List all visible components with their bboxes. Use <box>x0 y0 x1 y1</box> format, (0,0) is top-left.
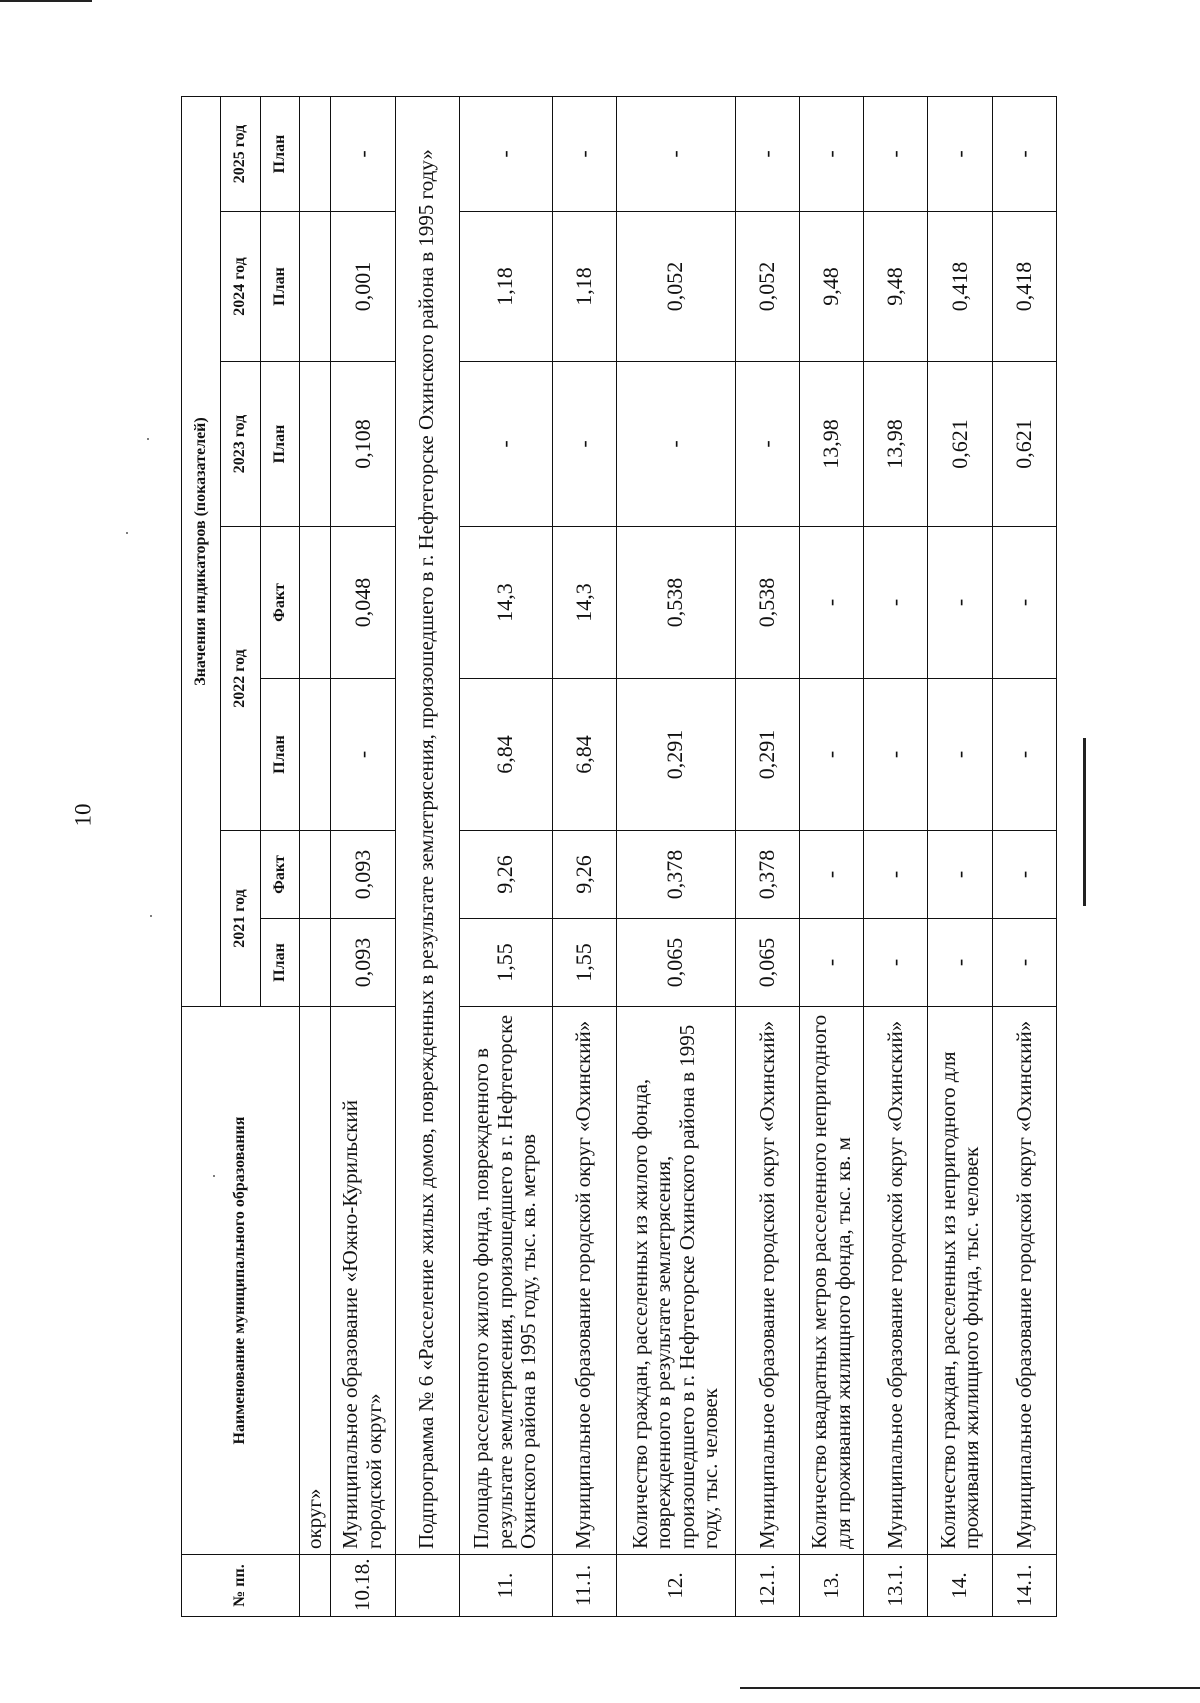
header-year-2022: 2022 год <box>221 527 260 831</box>
row-num: 14. <box>928 1555 992 1617</box>
cell-2021-fact: 9,26 <box>459 831 552 919</box>
table-row <box>735 96 799 1616</box>
row-num: 11. <box>459 1555 552 1617</box>
cell-2022-plan <box>299 679 331 831</box>
cell-2025-plan: - <box>799 96 863 211</box>
header-year-2021: 2021 год <box>221 831 260 1007</box>
table-row <box>459 96 552 1616</box>
cell-2021-plan: 0,065 <box>616 919 735 1007</box>
row-name: Муниципальное образование городской округ «Охинский» <box>864 1007 928 1555</box>
cell-2025-plan: - <box>864 96 928 211</box>
cell-2022-plan: - <box>864 679 928 831</box>
subprogram-title: Подпрограмма № 6 «Расселение жилых домов, поврежденных в результате землетрясения, произошедшего в г. Нефтегорске Охинского района в 1995 году» <box>395 96 459 1554</box>
table-row <box>552 96 616 1616</box>
row-name: Количество граждан, расселенных из жилого фонда, поврежденного в результате землетрясения, произошедшего в г. Нефтегорске Охинского района в 1995 году, тыс. человек <box>616 1007 735 1555</box>
cell-2022-plan: - <box>331 679 395 831</box>
cell-2024-plan: 9,48 <box>864 212 928 362</box>
cell-2021-plan: 1,55 <box>459 919 552 1007</box>
row-name: округ» <box>299 1007 331 1555</box>
scan-speck <box>147 438 149 440</box>
cell-2023-plan: 0,621 <box>928 362 992 527</box>
table-row <box>616 96 735 1616</box>
table-row <box>864 96 928 1616</box>
cell-2021-plan: 1,55 <box>552 919 616 1007</box>
cell-2023-plan: - <box>735 362 799 527</box>
row-num: 10.18. <box>331 1555 395 1617</box>
cell-2022-fact: 14,3 <box>459 527 552 679</box>
header-plan: План <box>260 362 299 527</box>
cell-2023-plan: 13,98 <box>799 362 863 527</box>
header-plan: План <box>260 96 299 211</box>
header-year-2024: 2024 год <box>221 212 260 362</box>
cell-2023-plan: 0,621 <box>992 362 1056 527</box>
cell-2024-plan: 0,052 <box>735 212 799 362</box>
cell-2022-fact: 0,538 <box>735 527 799 679</box>
cell-2025-plan: - <box>459 96 552 211</box>
cell-2021-fact: - <box>864 831 928 919</box>
rotated-page <box>181 97 1057 1617</box>
cell-2022-plan: - <box>799 679 863 831</box>
row-name: Количество квадратных метров расселенного непригодного для проживания жилищного фонда, тыс. кв. м <box>799 1007 863 1555</box>
cell-2021-fact: 0,378 <box>616 831 735 919</box>
table-row <box>299 96 331 1616</box>
cell-2021-fact: 0,093 <box>331 831 395 919</box>
header-indicators: Значения индикаторов (показателей) <box>182 96 221 1006</box>
cell-2022-fact: 14,3 <box>552 527 616 679</box>
cell-2021-plan: - <box>799 919 863 1007</box>
cell-2023-plan <box>299 362 331 527</box>
table-row <box>992 96 1056 1616</box>
row-name: Муниципальное образование «Южно-Курильский городской округ» <box>331 1007 395 1555</box>
row-name: Муниципальное образование городской округ «Охинский» <box>552 1007 616 1555</box>
row-num: 12.1. <box>735 1555 799 1617</box>
cell-2024-plan: 9,48 <box>799 212 863 362</box>
cell-2025-plan: - <box>735 96 799 211</box>
cell-2024-plan: 1,18 <box>552 212 616 362</box>
header-plan: План <box>260 212 299 362</box>
cell-2021-fact: - <box>799 831 863 919</box>
table-row <box>799 96 863 1616</box>
cell-2025-plan: - <box>992 96 1056 211</box>
cell-2023-plan: 13,98 <box>864 362 928 527</box>
row-name: Муниципальное образование городской округ «Охинский» <box>735 1007 799 1555</box>
page-number: 10 <box>70 803 96 827</box>
cell-2021-plan: - <box>992 919 1056 1007</box>
cell-2022-fact: - <box>992 527 1056 679</box>
cell-2022-fact <box>299 527 331 679</box>
cell-2024-plan: 0,418 <box>928 212 992 362</box>
cell-2024-plan: 0,418 <box>992 212 1056 362</box>
cell-2022-fact: - <box>864 527 928 679</box>
row-num: 13. <box>799 1555 863 1617</box>
header-name: Наименование муниципального образования <box>182 1007 300 1555</box>
bottom-edge-line <box>740 1687 1200 1689</box>
cell-2024-plan: 1,18 <box>459 212 552 362</box>
table-row <box>331 96 395 1616</box>
cell-2023-plan: - <box>459 362 552 527</box>
cell-2025-plan: - <box>552 96 616 211</box>
cell-2021-fact: - <box>928 831 992 919</box>
header-fact: Факт <box>260 527 299 679</box>
header-year-2025: 2025 год <box>221 96 260 211</box>
cell-2021-fact: - <box>992 831 1056 919</box>
cell-2024-plan: 0,052 <box>616 212 735 362</box>
top-left-edge-line <box>0 0 92 2</box>
row-num: 11.1. <box>552 1555 616 1617</box>
cell-2021-plan: 0,093 <box>331 919 395 1007</box>
header-plan: План <box>260 919 299 1007</box>
cell-2023-plan: - <box>552 362 616 527</box>
header-num: № пп. <box>182 1555 300 1617</box>
cell-2025-plan <box>299 96 331 211</box>
row-num: 12. <box>616 1555 735 1617</box>
cell-2022-plan: - <box>928 679 992 831</box>
cell-2023-plan: - <box>616 362 735 527</box>
cell-2023-plan: 0,108 <box>331 362 395 527</box>
row-num: 13.1. <box>864 1555 928 1617</box>
cell-2021-plan <box>299 919 331 1007</box>
row-num: 14.1. <box>992 1555 1056 1617</box>
cell-2022-plan: 0,291 <box>735 679 799 831</box>
cell-2022-fact: 0,538 <box>616 527 735 679</box>
cell-2024-plan <box>299 212 331 362</box>
table-row <box>928 96 992 1616</box>
cell-2021-plan: - <box>928 919 992 1007</box>
cell-2022-plan: 0,291 <box>616 679 735 831</box>
row-name: Площадь расселенного жилого фонда, поврежденного в результате землетрясения, произошедшего в г. Нефтегорске Охинского района в 1995 году, тыс. кв. метров <box>459 1007 552 1555</box>
row-name: Муниципальное образование городской округ «Охинский» <box>992 1007 1056 1555</box>
indicators-table <box>181 96 1057 1617</box>
scan-speck <box>126 532 128 534</box>
row-name: Количество граждан, расселенных из непригодного для проживания жилищного фонда, тыс. человек <box>928 1007 992 1555</box>
cell-2021-plan: 0,065 <box>735 919 799 1007</box>
header-fact: Факт <box>260 831 299 919</box>
cell-2022-fact: 0,048 <box>331 527 395 679</box>
row-num <box>395 1555 459 1617</box>
cell-2022-plan: 6,84 <box>459 679 552 831</box>
cell-2025-plan: - <box>331 96 395 211</box>
header-plan: План <box>260 679 299 831</box>
cell-2022-plan: 6,84 <box>552 679 616 831</box>
cell-2024-plan: 0,001 <box>331 212 395 362</box>
row-num <box>299 1555 331 1617</box>
cell-2022-fact: - <box>928 527 992 679</box>
cell-2021-fact: 9,26 <box>552 831 616 919</box>
subprogram-row <box>395 96 459 1616</box>
cell-2021-fact <box>299 831 331 919</box>
cell-2025-plan: - <box>616 96 735 211</box>
cell-2022-plan: - <box>992 679 1056 831</box>
header-year-2023: 2023 год <box>221 362 260 527</box>
signature-line <box>1083 738 1086 906</box>
cell-2021-plan: - <box>864 919 928 1007</box>
cell-2021-fact: 0,378 <box>735 831 799 919</box>
cell-2022-fact: - <box>799 527 863 679</box>
cell-2025-plan: - <box>928 96 992 211</box>
scan-speck <box>150 915 152 917</box>
